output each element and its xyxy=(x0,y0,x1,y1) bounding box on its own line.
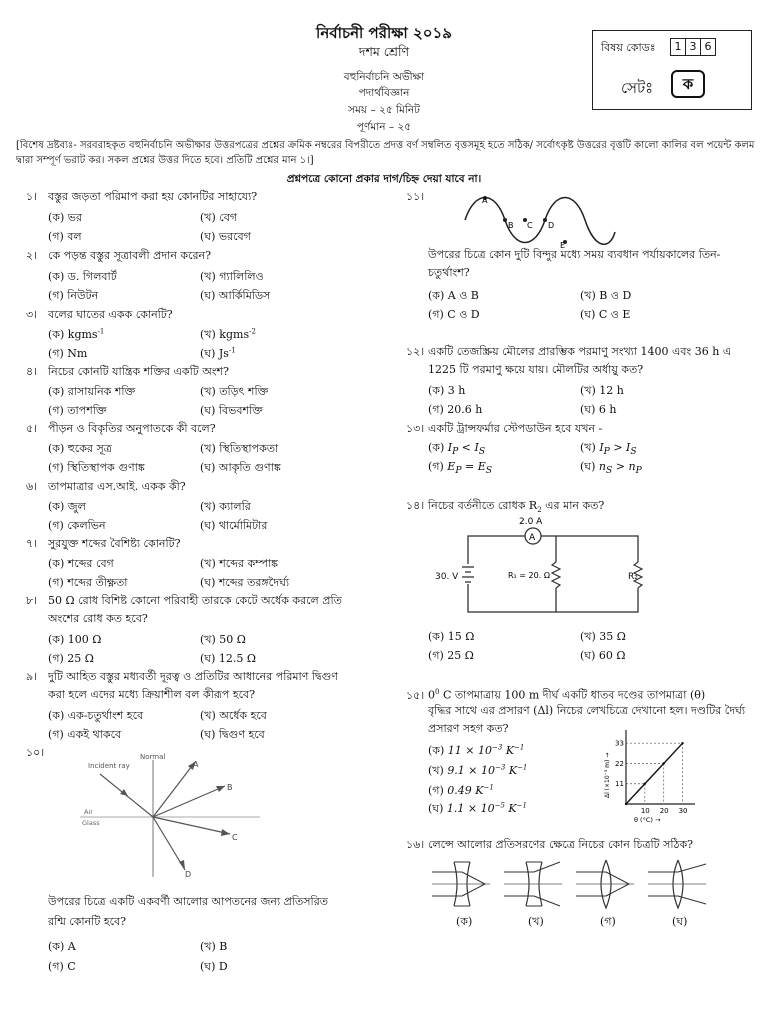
question-text: দুটি আহিত বস্তুর মধ্যবর্তী দূরত্ব ও প্রতিটির আধানের পরিমাণ দ্বিগুণ xyxy=(48,670,338,683)
option-d: (ঘ) C ও E xyxy=(580,308,631,321)
question-15: ১৫। $0^0$ C তাপমাত্রায় 100 m দীর্ঘ একটি ধাতব দণ্ডের তাপমাত্রা (θ) xyxy=(406,688,706,702)
option-b: (খ) শব্দের কম্পাঙ্ক xyxy=(200,557,279,570)
option-d: (ঘ) আর্কিমিডিস xyxy=(200,289,271,302)
current-label: 2.0 A xyxy=(519,517,543,527)
option-a: (ক) হুকের সূত্র xyxy=(48,442,112,455)
question-number: ৭। xyxy=(26,537,38,550)
option-b: (খ) $I_P > I_S$ xyxy=(580,441,637,458)
option-b: (খ) ক্যালরি xyxy=(200,500,251,513)
point-c-label: C xyxy=(527,221,533,230)
question-10 xyxy=(26,744,48,761)
question-text: সুরযুক্ত শব্দের বৈশিষ্ট্য কোনটি? xyxy=(48,537,181,550)
question-12 xyxy=(406,343,731,360)
question-number: ৫। xyxy=(26,422,38,435)
question-number: ৯। xyxy=(26,670,38,683)
exam-type: বহুনির্বাচনি অভীক্ষা xyxy=(343,71,425,83)
lens-option-b: (খ) xyxy=(528,915,544,928)
option-c: (গ) C xyxy=(48,960,76,973)
option-b: (খ) তড়িৎ শক্তি xyxy=(200,385,269,398)
y-tick-label: 22 xyxy=(615,759,624,768)
y-axis-label: Δl (×10⁻³ m) → xyxy=(604,752,611,798)
option-c: (গ) তাপশক্তি xyxy=(48,404,107,417)
question-text: তাপমাত্রার এস.আই. একক কী? xyxy=(48,480,186,493)
option-a: (ক) শব্দের বেগ xyxy=(48,557,114,570)
question-text: একটি তেজস্ক্রিয় মৌলের প্রারম্ভিক পরমাণু সংখ্যা 1400 এবং 36 h এ xyxy=(428,345,732,358)
expansion-chart xyxy=(596,726,698,824)
option-a: (ক) জুল xyxy=(48,500,86,513)
code-digit: 1 xyxy=(670,38,686,56)
circuit-figure xyxy=(456,512,646,616)
question-number: ১৩। xyxy=(406,422,425,435)
set-value: ক xyxy=(671,70,705,98)
option-d: (ঘ) থার্মোমিটার xyxy=(200,519,268,532)
wave-figure xyxy=(460,192,620,248)
option-b: (খ) $9.1 \times 10^{-3}$ $K^{-1}$ xyxy=(428,763,528,777)
option-d: (ঘ) দ্বিগুণ হবে xyxy=(200,728,265,741)
ray-label-c: C xyxy=(232,833,238,842)
question-16 xyxy=(406,836,693,853)
question-text: উপরের চিত্রে একটি একবর্ণী আলোর আপতনের জন্য প্রতিসরিত xyxy=(48,895,329,908)
question-number: ১০। xyxy=(26,746,45,759)
question-11 xyxy=(406,188,428,205)
question-text: C তাপমাত্রায় 100 m দীর্ঘ একটি ধাতব দণ্ডের তাপমাত্রা (θ) xyxy=(439,688,706,702)
ray-label-b: B xyxy=(227,783,233,792)
air-label: Air xyxy=(84,808,93,816)
subject-name: পদার্থবিজ্ঞান xyxy=(358,87,410,99)
question-text: উপরের চিত্রে কোন দুটি বিন্দুর মধ্যে সময় ব্যবধান পর্যায়কালের তিন- xyxy=(428,248,721,261)
question-text: 50 Ω রোধ বিশিষ্ট কোনো পরিবাহী তারকে কেটে অর্ধেক করলে প্রতি xyxy=(48,594,342,607)
question-text-cont: প্রসারণ সহগ কত? xyxy=(428,722,509,735)
subject-code-box xyxy=(592,30,752,110)
question-text: পীড়ন ও বিকৃতির অনুপাতকে কী বলে? xyxy=(48,422,216,435)
option-c: (গ) স্থিতিস্থাপক গুণাঙ্ক xyxy=(48,461,145,474)
x-tick-label: 20 xyxy=(659,807,669,815)
option-d: (ঘ) 6 h xyxy=(580,403,617,416)
option-d: (ঘ) $Js^{-1}$ xyxy=(200,346,236,360)
option-d: (ঘ) আকৃতি গুণাঙ্ক xyxy=(200,461,281,474)
r1-label: R₁ = 20. Ω xyxy=(508,571,550,580)
question-13 xyxy=(406,420,602,437)
option-b: (খ) স্থিতিস্থাপকতা xyxy=(200,442,279,455)
question-number: ১৬। xyxy=(406,838,425,851)
y-tick-label: 33 xyxy=(615,739,624,748)
class-label: দশম শ্রেণি xyxy=(358,44,410,59)
question-text-cont: চতুর্থাংশ? xyxy=(428,266,470,279)
question-2 xyxy=(26,247,211,264)
series-line xyxy=(626,743,683,804)
option-b: (খ) B xyxy=(200,940,228,953)
refraction-figure xyxy=(60,752,270,882)
question-text: নিচের কোনটি যান্ত্রিক শক্তির একটি অংশ? xyxy=(48,365,229,378)
option-c: (গ) Nm xyxy=(48,347,88,360)
exam-title: নির্বাচনী পরীক্ষা ২০১৯ xyxy=(316,24,452,42)
question-number: ২। xyxy=(26,249,38,262)
glass-label: Glass xyxy=(82,819,100,827)
option-d: (ঘ) ভরবেগ xyxy=(200,230,251,243)
lens-figure-d xyxy=(648,860,706,908)
option-b: (খ) B ও D xyxy=(580,289,632,302)
time-label: সময় – ২৫ মিনিট xyxy=(348,104,420,116)
question-number: ৬। xyxy=(26,480,38,493)
question-text: বলের ঘাতের একক কোনটি? xyxy=(48,308,173,321)
x-axis-label: θ (°C) → xyxy=(634,816,661,824)
question-text: একটি ট্রান্সফর্মার স্টেপডাউন হবে যখন - xyxy=(428,422,603,435)
option-c: (গ) C ও D xyxy=(428,308,480,321)
option-a: (ক) 15 Ω xyxy=(428,630,475,643)
question-number: ১২। xyxy=(406,345,425,358)
option-c: (গ) কেলভিন xyxy=(48,519,106,532)
option-a: (ক) $I_P < I_S$ xyxy=(428,441,486,458)
subject-code-digits xyxy=(671,38,716,56)
voltage-label: 30. V xyxy=(435,572,459,582)
option-a: (ক) রাসায়নিক শক্তি xyxy=(48,385,136,398)
lens-figure-b xyxy=(504,862,562,906)
code-digit: 6 xyxy=(700,38,716,56)
option-b: (খ) গ্যালিলিও xyxy=(200,270,264,283)
question-5 xyxy=(26,420,216,437)
lens-option-d: (ঘ) xyxy=(672,915,688,928)
point-d-label: D xyxy=(548,221,555,230)
full-marks: পূর্ণমান – ২৫ xyxy=(356,121,412,133)
question-text-cont: 1225 টি পরমাণু ক্ষয়ে যায়। মৌলটির অর্ধায়ু কত? xyxy=(428,363,644,376)
r2-label: R₂ xyxy=(628,572,638,582)
option-d: (ঘ) 12.5 Ω xyxy=(200,652,256,665)
lens-figure-a xyxy=(432,862,490,906)
question-4 xyxy=(26,363,229,380)
option-d: (ঘ) $n_S > n_P$ xyxy=(580,460,642,477)
y-tick-label: 11 xyxy=(615,780,624,789)
question-number: ১১। xyxy=(406,190,425,203)
option-c: (গ) একই থাকবে xyxy=(48,728,122,741)
option-b: (খ) 35 Ω xyxy=(580,630,626,643)
question-number: ৮। xyxy=(26,594,38,607)
ray-label-a: A xyxy=(193,760,199,769)
question-text-cont: অংশের রোধ কত হবে? xyxy=(48,612,148,625)
question-text: বস্তুর জড়তা পরিমাপ করা হয় কোনটির সাহায্যে? xyxy=(48,190,258,203)
option-a: (ক) 3 h xyxy=(428,384,466,397)
lens-option-c: (গ) xyxy=(600,915,616,928)
x-tick-label: 30 xyxy=(678,807,688,815)
option-a: (ক) $11 \times 10^{-3}$ $K^{-1}$ xyxy=(428,743,525,757)
question-number: ৩। xyxy=(26,308,38,321)
option-c: (গ) বল xyxy=(48,230,82,243)
question-number: ১৪। xyxy=(406,499,425,512)
option-b: (খ) 50 Ω xyxy=(200,633,246,646)
question-text-cont: বৃদ্ধির সাথে এর প্রসারণ (Δl) নিচের লেখচিত্রে দেখানো হল। দণ্ডটির দৈর্ঘ্য xyxy=(428,704,746,717)
option-d: (ঘ) শব্দের তরঙ্গদৈর্ঘ্য xyxy=(200,576,290,589)
option-c: (গ) 20.6 h xyxy=(428,403,483,416)
lens-figure-c xyxy=(576,860,634,908)
set-label: সেটঃ xyxy=(621,79,654,97)
option-c: (গ) 25 Ω xyxy=(428,649,474,662)
question-1 xyxy=(26,188,257,205)
option-b: (খ) অর্ধেক হবে xyxy=(200,709,267,722)
question-3 xyxy=(26,306,173,323)
instructions: [বিশেষ দ্রষ্টব্যঃ- সরবরাহকৃত বহুনির্বাচনি অভীক্ষার উত্তরপত্রের প্রশ্নের ক্রমিক নম্বরের বিপরীতে প্রদত্ত বর্ণ সম্বলিত বৃত্তসমূহ হতে সঠিক/ সর্বোৎকৃষ্ট উত্তরের বৃত্তটি কালো কালির বল পয়েন্ট কলম দ্বারা সম্পূর্ণ ভরাট কর। সকল প্রশ্নের উত্তর দিতে হবে। প্রতিটি প্রশ্নের মান ১।] xyxy=(16,140,755,166)
warning-text: প্রশ্নপত্রে কোনো প্রকার দাগ/চিহ্ন দেয়া যাবে না। xyxy=(286,173,482,185)
question-text: নিচের বর্তনীতে রোধক R xyxy=(428,499,538,512)
option-c: (গ) $E_P = E_S$ xyxy=(428,460,493,477)
question-number: ৪। xyxy=(26,365,38,378)
question-number: ১৫। xyxy=(406,688,425,702)
question-7 xyxy=(26,535,181,552)
data-point xyxy=(681,742,683,744)
option-a: (ক) ভর xyxy=(48,211,83,224)
option-c: (গ) শব্দের তীক্ষ্ণতা xyxy=(48,576,128,589)
lens-figures xyxy=(430,858,720,910)
option-b: (খ) বেগ xyxy=(200,211,238,224)
question-text-cont: রশ্মি কোনটি হবে? xyxy=(48,915,127,928)
question-14: ১৪। নিচের বর্তনীতে রোধক $R_2$ এর মান কত? xyxy=(406,499,605,515)
point-a-label: A xyxy=(482,196,488,205)
option-a: (ক) kgms$^{-1}$ xyxy=(48,327,105,341)
option-d: (ঘ) 60 Ω xyxy=(580,649,626,662)
option-b: (খ) kgms$^{-2}$ xyxy=(200,327,256,341)
data-point xyxy=(625,803,627,805)
option-d: (ঘ) D xyxy=(200,960,228,973)
option-a: (ক) A xyxy=(48,940,76,953)
question-text: লেন্সে আলোর প্রতিসরণের ক্ষেত্রে নিচের কোন চিত্রটি সঠিক? xyxy=(428,838,694,851)
option-d: (ঘ) বিভবশক্তি xyxy=(200,404,263,417)
subject-code-label: বিষয় কোডঃ xyxy=(601,41,656,54)
question-9 xyxy=(26,668,338,685)
option-c: (গ) নিউটন xyxy=(48,289,99,302)
data-point xyxy=(663,762,665,764)
option-c: (গ) 0.49 $K^{-1}$ xyxy=(428,783,494,797)
question-text-cont: করা হলে এদের মধ্যে ক্রিয়াশীল বল কীরূপ হবে? xyxy=(48,688,256,701)
data-point xyxy=(644,783,646,785)
incident-ray-label: Incident ray xyxy=(88,762,130,770)
normal-label: Normal xyxy=(140,753,166,761)
option-c: (গ) 25 Ω xyxy=(48,652,94,665)
question-text: কে পড়ন্ত বস্তুর সূত্রাবলী প্রদান করেন? xyxy=(48,249,212,262)
point-e-label: E xyxy=(560,241,566,248)
option-a: (ক) 100 Ω xyxy=(48,633,102,646)
option-a: (ক) ড. গিলবার্ট xyxy=(48,270,117,283)
ray-label-d: D xyxy=(185,870,192,879)
question-number: ১। xyxy=(26,190,38,203)
option-d: (ঘ) $1.1 \times 10^{-5}$ $K^{-1}$ xyxy=(428,801,527,815)
option-a: (ক) A ও B xyxy=(428,289,479,302)
point-b-label: B xyxy=(508,221,514,230)
question-8 xyxy=(26,592,342,609)
lens-option-a: (ক) xyxy=(456,915,473,928)
option-b: (খ) 12 h xyxy=(580,384,624,397)
option-a: (ক) এক-চতুর্থাংশ হবে xyxy=(48,709,144,722)
question-6 xyxy=(26,478,186,495)
ammeter-label: A xyxy=(529,533,536,543)
x-tick-label: 10 xyxy=(640,807,650,815)
code-digit: 3 xyxy=(685,38,701,56)
